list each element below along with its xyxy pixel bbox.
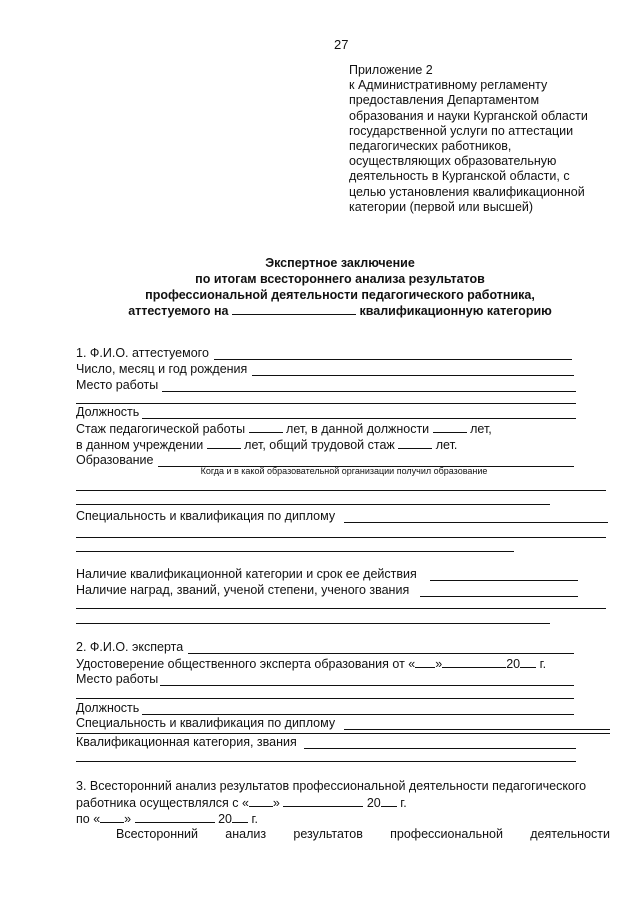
document-title (60, 255, 620, 319)
analysis-period-from (76, 795, 407, 810)
experience-text: лет, в данной должности (286, 422, 430, 436)
period-text: г. (400, 796, 407, 810)
expert-workplace-field-extra[interactable] (76, 698, 574, 699)
category-label: Наличие квалификационной категории и срок ее действия (76, 567, 417, 581)
expert-workplace-label: Место работы (76, 672, 159, 686)
expert-specialty-field[interactable] (344, 729, 610, 730)
fio-label: 1. Ф.И.О. аттестуемого (76, 346, 209, 360)
birth-label: Число, месяц и год рождения (76, 362, 248, 376)
expert-specialty-label: Специальность и квалификация по диплому (76, 716, 336, 730)
expert-category-label: Квалификационная категория, звания (76, 735, 297, 749)
awards-label: Наличие наград, званий, ученой степени, ученого звания (76, 583, 410, 597)
appendix-line: педагогических работников, (349, 139, 512, 154)
period-text: 20 (218, 812, 232, 826)
specialty-field-extra[interactable] (76, 537, 606, 538)
appendix-block (349, 63, 634, 215)
analysis-heading: 3. Всесторонний анализ результатов профессиональной деятельности педагогического (76, 779, 587, 793)
paragraph-word: профессиональной (390, 827, 503, 841)
institution-experience-field[interactable] (207, 437, 241, 449)
expert-fio-label: 2. Ф.И.О. эксперта (76, 640, 184, 654)
expert-fio-field[interactable] (188, 653, 574, 654)
appendix-line: образования и науки Курганской области (349, 108, 588, 123)
appendix-line: категории (первой или высшей) (349, 199, 534, 214)
category-field[interactable] (430, 580, 578, 581)
experience-line-1 (76, 421, 492, 436)
position-experience-field[interactable] (433, 421, 467, 433)
appendix-line: предоставления Департаментом (349, 93, 540, 108)
certificate-line (76, 656, 546, 671)
expert-category-field[interactable] (304, 748, 576, 749)
experience-text: лет, общий трудовой стаж (244, 438, 395, 452)
title-text: аттестуемого на (128, 304, 229, 318)
specialty-field-extra[interactable] (76, 551, 514, 552)
to-day-field[interactable] (100, 811, 124, 823)
specialty-field[interactable] (344, 522, 608, 523)
position-label: Должность (76, 405, 140, 419)
appendix-line: деятельность в Курганской области, с (349, 169, 570, 184)
certificate-day-field[interactable] (415, 656, 435, 668)
experience-text: Стаж педагогической работы (76, 422, 246, 436)
from-year-field[interactable] (381, 795, 397, 807)
certificate-text: 20 (506, 657, 521, 671)
expert-position-label: Должность (76, 701, 140, 715)
period-text: по « (76, 812, 101, 826)
total-experience-field[interactable] (398, 437, 432, 449)
title-text: квалификационную категорию (359, 304, 552, 318)
birth-field[interactable] (252, 375, 574, 376)
fio-field[interactable] (214, 359, 572, 360)
paragraph-word: анализ (225, 827, 267, 841)
specialty-label: Специальность и квалификация по диплому (76, 509, 336, 523)
appendix-line: целью установления квалификационной (349, 184, 585, 199)
period-text: » (124, 812, 132, 826)
paragraph-word: деятельности (530, 827, 610, 841)
expert-position-field[interactable] (142, 714, 574, 715)
title-line (60, 303, 620, 319)
awards-field-extra[interactable] (76, 623, 550, 624)
title-line: Экспертное заключение (265, 256, 415, 270)
analysis-period-to (76, 811, 258, 826)
appendix-line: к Административному регламенту (349, 78, 548, 93)
expert-workplace-field[interactable] (160, 685, 574, 686)
period-text: работника осуществлялся с « (76, 796, 249, 810)
from-month-field[interactable] (283, 795, 363, 807)
to-month-field[interactable] (135, 811, 215, 823)
certificate-year-field[interactable] (520, 656, 536, 668)
workplace-label: Место работы (76, 378, 159, 392)
certificate-text: » (435, 657, 443, 671)
certificate-month-field[interactable] (442, 656, 506, 668)
appendix-line: Приложение 2 (349, 63, 433, 77)
education-field-extra[interactable] (76, 504, 550, 505)
position-field[interactable] (142, 418, 576, 419)
experience-line-2 (76, 437, 457, 452)
paragraph-word: Всесторонний (116, 827, 199, 841)
expert-specialty-field-extra[interactable] (76, 733, 610, 734)
awards-field[interactable] (420, 596, 578, 597)
certificate-text: Удостоверение общественного эксперта образования от « (76, 657, 416, 671)
paragraph-word: результатов (293, 827, 363, 841)
certificate-text: г. (539, 657, 547, 671)
education-field-extra[interactable] (76, 490, 606, 491)
period-text: » (272, 796, 280, 810)
workplace-field[interactable] (162, 391, 576, 392)
ped-experience-field[interactable] (249, 421, 283, 433)
title-line: профессиональной деятельности педагогического работника, (145, 288, 535, 302)
appendix-line: государственной услуги по аттестации (349, 123, 574, 138)
education-label: Образование (76, 453, 154, 467)
from-day-field[interactable] (249, 795, 273, 807)
title-line: по итогам всестороннего анализа результатов (195, 272, 485, 286)
period-text: 20 (366, 796, 381, 810)
experience-text: лет, (470, 422, 492, 436)
page-number: 27 (334, 37, 349, 52)
experience-text: лет. (435, 438, 458, 452)
category-blank[interactable] (232, 303, 356, 315)
expert-category-field-extra[interactable] (76, 761, 576, 762)
education-caption: Когда и в какой образовательной организации получил образование (200, 466, 488, 476)
analysis-paragraph-start (76, 827, 610, 841)
awards-field-extra[interactable] (76, 608, 606, 609)
experience-text: в данном учреждении (76, 438, 204, 452)
period-text: г. (251, 812, 258, 826)
appendix-line: осуществляющих образовательную (349, 154, 557, 169)
workplace-field-extra[interactable] (76, 403, 576, 404)
to-year-field[interactable] (232, 811, 248, 823)
